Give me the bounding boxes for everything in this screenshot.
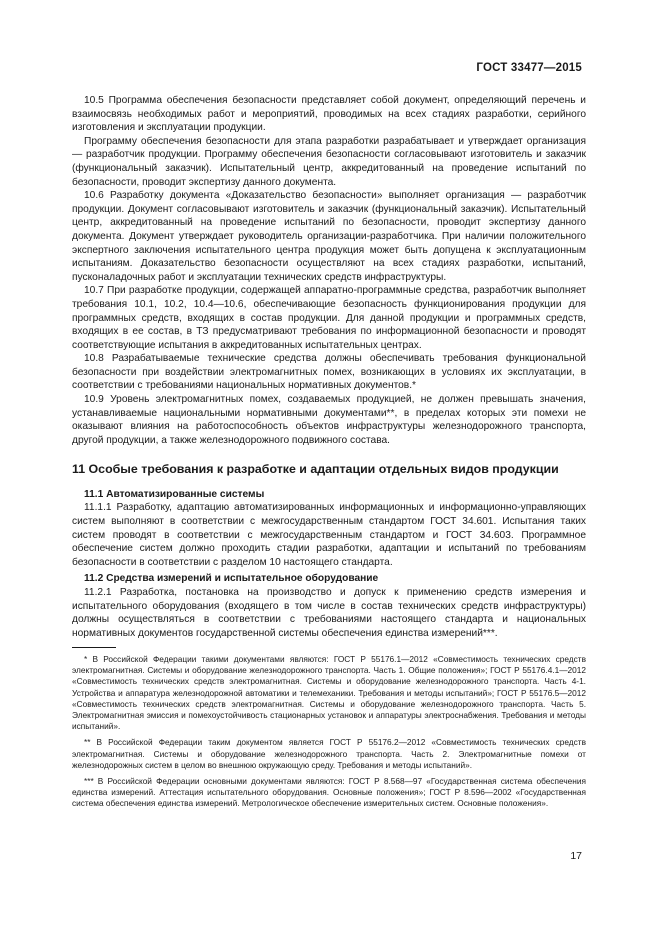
paragraph-10-5-cont: Программу обеспечения безопасности для этапа разработки разрабатывает и утверждает организация — разработчик продукции. Программу обеспечения безопасности согласовывают изготовитель и заказчик (функциональный заказчик). Испытательный центр, аккредитованный на проведение испытаний по безопасности, проводит экспертизу данного документа.: [72, 135, 586, 188]
page-number: 17: [570, 850, 582, 862]
footnote-divider: [72, 647, 116, 648]
section-11-title: 11 Особые требования к разработке и адаптации отдельных видов продукции: [72, 462, 559, 477]
paragraph-10-8: 10.8 Разрабатываемые технические средства должны обеспечивать требования функциональной безопасности при воздействии электромагнитных помех, возникающих в условиях их эксплуатации, в соответствии с требованиями национальных нормативных документов.*: [72, 353, 586, 392]
paragraph-10-9: 10.9 Уровень электромагнитных помех, создаваемых продукцией, не должен превышать значения, устанавливаемые национальными нормативными документами**, в пределах которых эти помехи не оказывают влияния на работоспособность объектов инфраструктуры железнодорожного транспорта, другой продукции, а также железнодорожного подвижного состава.: [72, 394, 586, 446]
subsection-11-2-title: 11.2 Средства измерений и испытательное оборудование: [84, 573, 379, 585]
paragraph-10-7: 10.7 При разработке продукции, содержащей аппаратно-программные средства, разработчик выполняет требования 10.1, 10.2, 10.4—10.6, обеспечивающие безопасность функционирования продукции для программных средств, входящих в состав продукции. Для данной продукции и программных средств, входящих в ее состав, в ТЗ предусматривают требования по информационной безопасности и проводят соответствующие испытания в аккредитованных испытательных центрах.: [72, 285, 586, 351]
main-text: [72, 94, 586, 640]
footnote-3: *** В Российской Федерации основными документами являются: ГОСТ Р 8.568—97 «Государственная система обеспечения единства измерений. Аттестация испытательного оборудования. Основные положения»; ГОСТ Р 8.596—2002 «Государственная система обеспечения единства измерений. Метрологическое обеспечение измерительных систем. Основные положения».: [72, 776, 586, 809]
paragraph-10-5: 10.5 Программа обеспечения безопасности представляет собой документ, определяющий перечень и взаимосвязь необходимых работ и мероприятий, проводимых на всех стадиях разработки, серийного изготовления и эксплуатации продукции.: [72, 95, 586, 134]
paragraph-11-2-1: 11.2.1 Разработка, постановка на производство и допуск к применению средств измерения и испытательного оборудования (входящего в том числе в состав технических средств инфраструктуры) должны осуществляться в соответствии с требованиями настоящего стандарта и национальных нормативных документов государственной системы обеспечения единства измерений***.: [72, 587, 586, 639]
subsection-11-1-title: 11.1 Автоматизированные системы: [84, 488, 265, 500]
paragraph-11-1-1: 11.1.1 Разработку, адаптацию автоматизированных информационных и информационно-управляющих систем выполняют в соответствии с межгосударственным стандартом ГОСТ 34.601. Испытания таких систем проводят в соответствии с межгосударственным стандартом и ГОСТ 34.603. Программное обеспечение систем должно проходить стадии разработки, адаптации и испытаний по требованиям безопасности в соответствии с разделом 10 настоящего стандарта.: [72, 502, 586, 568]
footnote-1: * В Российской Федерации такими документами являются: ГОСТ Р 55176.1—2012 «Совместимость технических средств электромагнитная. Системы и оборудование железнодорожного транспорта. Часть 1. Общие положения»; ГОСТ Р 55176.4.1—2012 «Совместимость технических средств электромагнитная. Системы и оборудование железнодорожного транспорта. Часть 4-1. Устройства и аппаратура железнодорожной автоматики и телемеханики. Требования и методы испытаний»; ГОСТ Р 55176.5—2012 «Совместимость технических средств электромагнитная. Системы и оборудование железнодорожного транспорта. Часть 5. Электромагнитная эмиссия и помехоустойчивость стационарных установок и аппаратуры электроснабжения. Требования и методы испытаний».: [72, 654, 586, 732]
document-designation: ГОСТ 33477—2015: [476, 62, 582, 74]
footnote-2: ** В Российской Федерации таким документом является ГОСТ Р 55176.2—2012 «Совместимость технических средств электромагнитная. Системы и оборудование железнодорожного транспорта. Часть 2. Электромагнитные помехи от железнодорожных систем в целом во внешнюю окружающую среду. Требования и методы испытаний».: [72, 737, 586, 770]
paragraph-10-6: 10.6 Разработку документа «Доказательство безопасности» выполняет организация — разработчик продукции. Документ согласовывают изготовитель и заказчик (функциональный заказчик). Испытательный центр, аккредитованный на проведение испытаний по безопасности, проводит экспертизу данного документа. Документ утверждает руководитель организации-разработчика. При наличии положительного экспертного заключения испытательного центра продукция может быть допущена к эксплуатационным испытаниям. Доказательство безопасности осуществляют на всех стадиях разработки, испытаний, пусконаладочных работ и эксплуатации технических средств инфраструктуры.: [72, 190, 586, 283]
footnotes: [72, 647, 586, 815]
